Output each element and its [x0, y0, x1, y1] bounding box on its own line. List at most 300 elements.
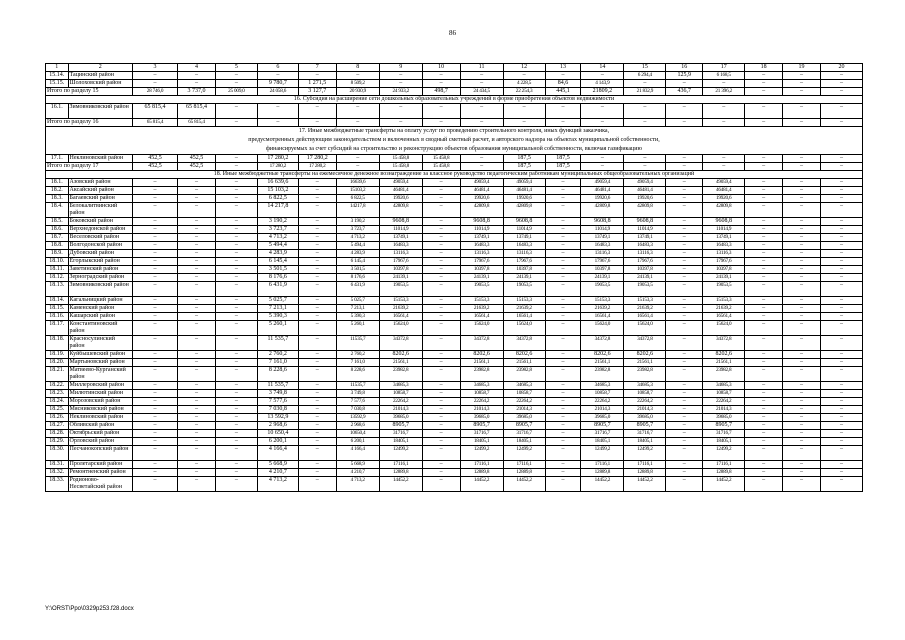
table-cell: 39685,0: [503, 414, 545, 422]
table-cell: –: [298, 336, 336, 351]
table-cell: 5 260,1: [257, 321, 298, 336]
table-cell: 34372,8: [624, 336, 666, 351]
total-cell: 21 396,2: [703, 88, 745, 96]
table-cell: –: [820, 446, 862, 461]
table-cell: 19053,5: [581, 282, 624, 297]
table-cell: –: [745, 321, 783, 336]
table-cell: –: [503, 72, 545, 80]
table-cell: –: [215, 390, 257, 398]
total-cell: –: [581, 119, 624, 127]
table-cell: 18.21.: [46, 367, 69, 382]
table-cell: –: [783, 179, 821, 187]
table-cell: –: [783, 226, 821, 234]
table-cell: –: [215, 477, 257, 492]
district-name: Орловский район: [68, 438, 133, 446]
table-cell: –: [783, 351, 821, 359]
table-cell: –: [783, 258, 821, 266]
table-cell: 13116,3: [624, 250, 666, 258]
table-cell: 12889,8: [379, 469, 422, 477]
table-cell: 4 283,9: [257, 250, 298, 258]
table-cell: 18.8.: [46, 242, 69, 250]
table-cell: 22264,2: [460, 398, 503, 406]
table-cell: 8 228,6: [257, 367, 298, 382]
table-cell: –: [745, 336, 783, 351]
table-cell: 18.28.: [46, 430, 69, 438]
table-cell: 18.27.: [46, 422, 69, 430]
table-cell: 23982,8: [581, 367, 624, 382]
table-cell: –: [133, 359, 178, 367]
table-cell: –: [298, 446, 336, 461]
table-cell: 21639,2: [703, 305, 745, 313]
table-cell: 8202,6: [624, 351, 666, 359]
table-cell: –: [703, 104, 745, 119]
district-name: Азовский район: [68, 179, 133, 187]
table-cell: 16561,4: [624, 313, 666, 321]
table-cell: –: [215, 282, 257, 297]
district-name: Неклиновский район: [68, 155, 133, 163]
table-row: [46, 422, 863, 430]
table-cell: 3 749,8: [336, 390, 379, 398]
table-cell: 21014,3: [460, 406, 503, 414]
table-cell: 5 494,4: [336, 242, 379, 250]
table-cell: 24139,1: [581, 274, 624, 282]
table-cell: –: [422, 242, 460, 250]
table-cell: –: [215, 305, 257, 313]
table-cell: –: [783, 469, 821, 477]
table-cell: 8905,7: [460, 422, 503, 430]
total-cell: 3 127,7: [298, 88, 336, 96]
table-cell: –: [666, 321, 703, 336]
column-number: 2: [68, 64, 133, 72]
table-cell: –: [783, 266, 821, 274]
table-cell: 125,9: [666, 72, 703, 80]
table-cell: –: [133, 438, 178, 446]
table-cell: 21639,2: [503, 305, 545, 313]
table-cell: –: [178, 282, 216, 297]
table-cell: –: [178, 406, 216, 414]
column-number: 5: [215, 64, 257, 72]
table-cell: 21561,1: [379, 359, 422, 367]
district-name: Октябрьский район: [68, 430, 133, 438]
table-cell: –: [666, 359, 703, 367]
table-cell: –: [545, 321, 581, 336]
table-cell: 15103,2: [336, 187, 379, 195]
total-cell: –: [379, 119, 422, 127]
table-cell: 2 968,6: [336, 422, 379, 430]
table-cell: 13116,3: [581, 250, 624, 258]
table-cell: –: [666, 226, 703, 234]
district-name: Константиновский район: [68, 321, 133, 336]
table-cell: –: [298, 187, 336, 195]
table-cell: –: [215, 446, 257, 461]
column-number: 18: [745, 64, 783, 72]
table-cell: 10397,8: [624, 266, 666, 274]
table-cell: 7 161,0: [336, 359, 379, 367]
table-cell: –: [545, 242, 581, 250]
table-cell: 16483,3: [503, 242, 545, 250]
table-cell: 34685,3: [581, 382, 624, 390]
table-cell: 6 822,5: [336, 195, 379, 203]
table-cell: –: [178, 72, 216, 80]
table-cell: 6 200,1: [336, 438, 379, 446]
table-cell: 12499,2: [624, 446, 666, 461]
table-cell: –: [379, 80, 422, 88]
table-row: [46, 104, 863, 119]
table-cell: 22264,2: [503, 398, 545, 406]
table-cell: 49059,4: [703, 179, 745, 187]
table-cell: –: [422, 104, 460, 119]
table-cell: 17967,6: [581, 258, 624, 266]
table-cell: –: [178, 477, 216, 492]
table-cell: –: [820, 226, 862, 234]
table-cell: 24139,1: [379, 274, 422, 282]
table-cell: –: [820, 390, 862, 398]
table-cell: –: [298, 390, 336, 398]
section-title-line: финансируемых за счет субсидий на строительство и реконструкцию объектов образования муниципальной собственности, включая газификацию: [266, 146, 642, 152]
table-cell: –: [783, 414, 821, 422]
table-cell: –: [820, 305, 862, 313]
table-cell: –: [215, 461, 257, 469]
table-cell: 16 639,6: [257, 179, 298, 187]
table-cell: 21639,2: [379, 305, 422, 313]
total-cell: 15 458,8: [422, 163, 460, 171]
table-cell: 11014,9: [460, 226, 503, 234]
total-cell: –: [215, 163, 257, 171]
table-cell: –: [545, 461, 581, 469]
table-cell: 16.1.: [46, 104, 69, 119]
table-cell: –: [745, 351, 783, 359]
table-cell: –: [820, 406, 862, 414]
table-cell: –: [133, 72, 178, 80]
table-cell: –: [820, 72, 862, 80]
table-cell: –: [178, 430, 216, 438]
table-cell: 8 176,6: [257, 274, 298, 282]
table-cell: 10397,8: [703, 266, 745, 274]
table-cell: –: [545, 446, 581, 461]
table-cell: –: [666, 313, 703, 321]
table-cell: –: [745, 477, 783, 492]
table-cell: 3 749,8: [257, 390, 298, 398]
table-cell: 15 458,8: [422, 155, 460, 163]
table-cell: –: [460, 80, 503, 88]
table-row: [46, 461, 863, 469]
table-cell: 452,5: [178, 155, 216, 163]
table-cell: 13116,3: [460, 250, 503, 258]
district-name: Аксайский район: [68, 187, 133, 195]
table-cell: 18.20.: [46, 359, 69, 367]
table-cell: 22264,2: [581, 398, 624, 406]
table-cell: 18.15.: [46, 305, 69, 313]
table-cell: –: [545, 282, 581, 297]
table-cell: –: [422, 274, 460, 282]
district-name: Мясниковский район: [68, 406, 133, 414]
budget-table: [45, 63, 863, 492]
table-cell: –: [133, 469, 178, 477]
table-cell: –: [178, 390, 216, 398]
table-cell: 34372,8: [379, 336, 422, 351]
total-cell: –: [783, 119, 821, 127]
table-cell: –: [666, 258, 703, 266]
table-cell: 65 815,4: [178, 104, 216, 119]
table-cell: 12889,8: [624, 469, 666, 477]
table-cell: 18405,1: [703, 438, 745, 446]
table-cell: 21561,1: [460, 359, 503, 367]
table-cell: –: [666, 305, 703, 313]
table-cell: –: [783, 80, 821, 88]
table-cell: 16561,4: [379, 313, 422, 321]
table-cell: –: [298, 477, 336, 492]
table-cell: –: [215, 297, 257, 305]
table-cell: –: [336, 104, 379, 119]
table-cell: –: [820, 282, 862, 297]
district-name: Егорлыкский район: [68, 258, 133, 266]
table-row: [46, 359, 863, 367]
table-cell: –: [298, 195, 336, 203]
table-cell: 22264,2: [624, 398, 666, 406]
table-row: [46, 282, 863, 297]
district-name: Милютинский район: [68, 390, 133, 398]
table-cell: –: [215, 359, 257, 367]
table-cell: –: [178, 226, 216, 234]
table-cell: –: [745, 242, 783, 250]
table-cell: 39685,0: [624, 414, 666, 422]
table-cell: –: [666, 406, 703, 414]
total-cell: –: [666, 119, 703, 127]
table-cell: –: [783, 203, 821, 218]
table-cell: 16561,4: [703, 313, 745, 321]
table-cell: 187,5: [545, 155, 581, 163]
table-cell: –: [215, 469, 257, 477]
table-cell: –: [298, 226, 336, 234]
table-cell: 13 592,9: [257, 414, 298, 422]
table-cell: –: [545, 187, 581, 195]
table-cell: 8905,7: [703, 422, 745, 430]
table-cell: –: [422, 446, 460, 461]
table-row: [46, 446, 863, 461]
table-cell: –: [745, 195, 783, 203]
table-cell: –: [215, 226, 257, 234]
total-cell: –: [820, 119, 862, 127]
table-cell: 14452,2: [460, 477, 503, 492]
table-cell: 23982,8: [503, 367, 545, 382]
table-cell: 14452,2: [503, 477, 545, 492]
table-cell: –: [666, 469, 703, 477]
table-cell: 18.23.: [46, 390, 69, 398]
table-cell: –: [545, 313, 581, 321]
table-cell: –: [820, 266, 862, 274]
table-cell: 23982,8: [624, 367, 666, 382]
total-cell: 17 280,2: [298, 163, 336, 171]
total-cell: 15 458,8: [379, 163, 422, 171]
table-cell: –: [133, 274, 178, 282]
total-cell: 24 434,5: [460, 88, 503, 96]
district-name: Заветинский район: [68, 266, 133, 274]
table-cell: 11 535,7: [257, 382, 298, 390]
table-cell: –: [624, 80, 666, 88]
table-cell: 4 166,4: [336, 446, 379, 461]
table-cell: 18.11.: [46, 266, 69, 274]
column-number: 1: [46, 64, 69, 72]
table-cell: 14 217,8: [257, 203, 298, 218]
total-cell: 436,7: [666, 88, 703, 96]
table-cell: –: [422, 430, 460, 438]
table-cell: –: [178, 438, 216, 446]
table-cell: 5 494,4: [257, 242, 298, 250]
table-row: [46, 336, 863, 351]
table-cell: –: [133, 382, 178, 390]
table-cell: –: [422, 336, 460, 351]
table-cell: –: [745, 297, 783, 305]
table-cell: 6 168,5: [703, 72, 745, 80]
table-cell: –: [545, 266, 581, 274]
table-cell: 21014,3: [624, 406, 666, 414]
table-cell: 4 283,9: [336, 250, 379, 258]
table-cell: –: [783, 104, 821, 119]
table-cell: –: [178, 218, 216, 226]
table-cell: 5 668,9: [257, 461, 298, 469]
table-cell: 12499,2: [379, 446, 422, 461]
total-cell: –: [581, 163, 624, 171]
table-row: [46, 414, 863, 422]
table-cell: –: [745, 218, 783, 226]
table-row: [46, 258, 863, 266]
table-cell: 42809,8: [581, 203, 624, 218]
total-cell: 498,7: [422, 88, 460, 96]
table-cell: –: [298, 359, 336, 367]
table-row: [46, 297, 863, 305]
table-cell: –: [581, 155, 624, 163]
table-row: [46, 187, 863, 195]
table-cell: –: [215, 155, 257, 163]
column-number: 6: [257, 64, 298, 72]
total-cell: –: [745, 88, 783, 96]
table-cell: –: [783, 477, 821, 492]
district-name: Морозовский район: [68, 398, 133, 406]
table-cell: –: [298, 274, 336, 282]
table-cell: 15153,3: [503, 297, 545, 305]
table-cell: –: [745, 203, 783, 218]
table-cell: 15624,0: [703, 321, 745, 336]
table-cell: –: [783, 367, 821, 382]
table-cell: 23982,8: [379, 367, 422, 382]
table-cell: –: [133, 461, 178, 469]
total-cell: 21809,2: [581, 88, 624, 96]
table-cell: –: [336, 155, 379, 163]
total-cell: –: [820, 163, 862, 171]
table-cell: 46481,4: [460, 187, 503, 195]
table-cell: 21561,1: [581, 359, 624, 367]
table-cell: –: [783, 390, 821, 398]
table-cell: –: [820, 461, 862, 469]
table-cell: –: [545, 382, 581, 390]
table-cell: 13749,1: [379, 234, 422, 242]
table-cell: –: [422, 359, 460, 367]
table-cell: –: [581, 104, 624, 119]
table-cell: 16483,3: [581, 242, 624, 250]
table-cell: –: [422, 250, 460, 258]
table-cell: –: [745, 430, 783, 438]
table-cell: –: [215, 422, 257, 430]
table-cell: 11014,9: [624, 226, 666, 234]
table-cell: –: [545, 359, 581, 367]
table-cell: –: [422, 80, 460, 88]
table-cell: 18.4.: [46, 203, 69, 218]
table-cell: –: [298, 72, 336, 80]
table-cell: 13592,9: [336, 414, 379, 422]
table-cell: 18.12.: [46, 274, 69, 282]
section-title-line: предусмотренных действующим законодательством и включенных в сводный сметный расчет, и авторского надзора на объектах муниципальной собственности,: [248, 137, 660, 143]
table-cell: 18405,1: [503, 438, 545, 446]
table-cell: 2 968,6: [257, 422, 298, 430]
table-cell: –: [820, 430, 862, 438]
table-cell: 13749,1: [581, 234, 624, 242]
table-cell: 21561,1: [703, 359, 745, 367]
table-cell: –: [422, 351, 460, 359]
table-cell: –: [422, 218, 460, 226]
table-cell: –: [298, 351, 336, 359]
table-cell: –: [257, 72, 298, 80]
table-cell: 34685,3: [379, 382, 422, 390]
table-cell: –: [178, 414, 216, 422]
table-cell: –: [666, 336, 703, 351]
table-cell: 10397,8: [581, 266, 624, 274]
table-cell: –: [422, 187, 460, 195]
table-cell: 22264,2: [703, 398, 745, 406]
table-cell: –: [745, 80, 783, 88]
table-cell: –: [545, 250, 581, 258]
table-cell: –: [336, 72, 379, 80]
column-number: 10: [422, 64, 460, 72]
table-cell: –: [178, 321, 216, 336]
table-cell: 16561,4: [503, 313, 545, 321]
total-cell: 17 280,2: [257, 163, 298, 171]
table-cell: 4 713,2: [257, 477, 298, 492]
table-cell: –: [178, 250, 216, 258]
table-cell: –: [215, 258, 257, 266]
table-cell: –: [298, 461, 336, 469]
table-cell: –: [666, 430, 703, 438]
table-cell: 17 280,2: [257, 155, 298, 163]
table-cell: –: [133, 258, 178, 266]
table-cell: 3 190,2: [257, 218, 298, 226]
table-row: [46, 406, 863, 414]
table-cell: –: [666, 446, 703, 461]
table-cell: 6 294,4: [624, 72, 666, 80]
table-cell: –: [666, 203, 703, 218]
table-cell: –: [745, 104, 783, 119]
total-cell: –: [820, 88, 862, 96]
table-cell: 8905,7: [624, 422, 666, 430]
table-cell: –: [178, 382, 216, 390]
table-cell: –: [298, 104, 336, 119]
table-cell: 8202,6: [503, 351, 545, 359]
table-cell: 12889,8: [503, 469, 545, 477]
table-cell: –: [745, 250, 783, 258]
district-name: Песчанокопский район: [68, 446, 133, 461]
district-name: Куйбышевский район: [68, 351, 133, 359]
district-name: Кашарский район: [68, 313, 133, 321]
table-cell: –: [298, 367, 336, 382]
table-cell: –: [666, 414, 703, 422]
table-cell: –: [133, 336, 178, 351]
table-cell: 16483,3: [379, 242, 422, 250]
table-cell: 6 200,1: [257, 438, 298, 446]
table-cell: –: [215, 242, 257, 250]
table-cell: –: [133, 305, 178, 313]
table-cell: 15153,3: [624, 297, 666, 305]
table-cell: –: [545, 367, 581, 382]
table-cell: –: [745, 446, 783, 461]
